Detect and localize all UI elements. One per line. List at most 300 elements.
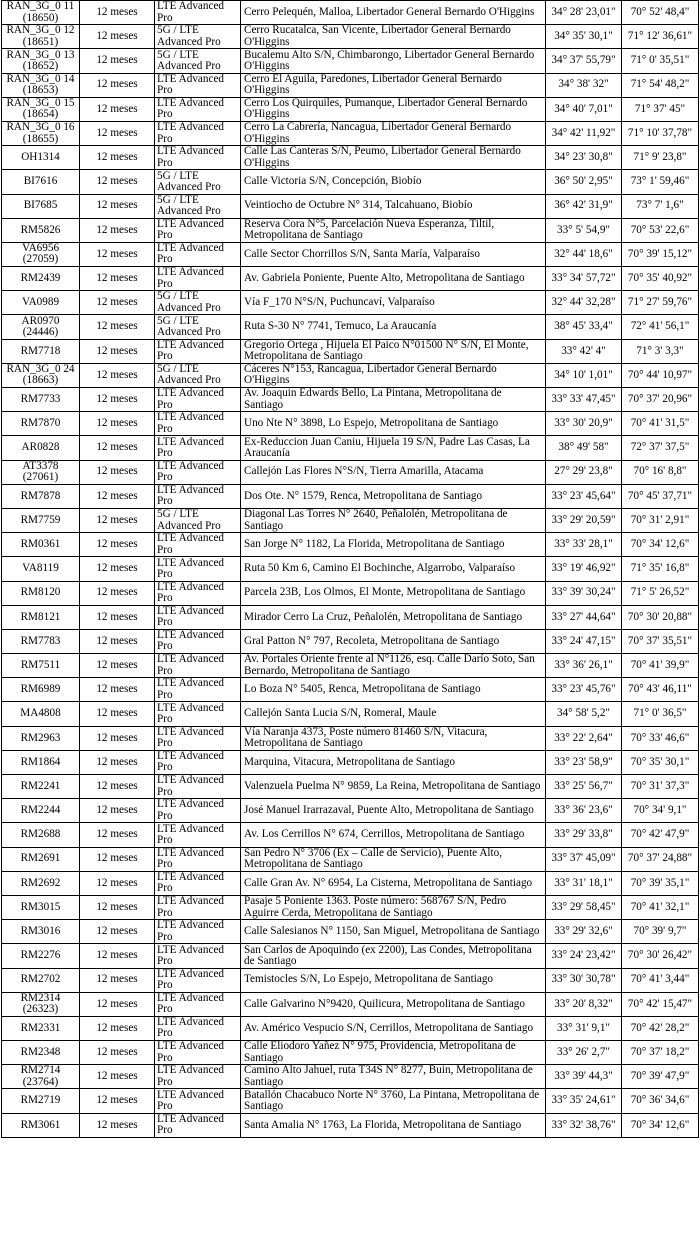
duration-cell: 12 meses	[80, 654, 155, 678]
address-cell: San Jorge N° 1182, La Florida, Metropolitana de Santiago	[241, 533, 546, 557]
table-row	[2, 605, 699, 629]
table-row	[2, 97, 699, 121]
site-id-cell: RM3061	[2, 1113, 80, 1137]
latitude-cell: 33° 30' 20,9"	[546, 412, 622, 436]
table-row	[2, 847, 699, 871]
site-id-cell: RM2314 (26323)	[2, 992, 80, 1016]
technology-cell: LTE Advanced Pro	[155, 121, 241, 145]
table-row	[2, 315, 699, 339]
duration-cell: 12 meses	[80, 968, 155, 992]
technology-cell: LTE Advanced Pro	[155, 1113, 241, 1137]
address-cell: Ruta S-30 N° 7741, Temuco, La Araucanía	[241, 315, 546, 339]
technology-cell: LTE Advanced Pro	[155, 920, 241, 944]
table-row	[2, 291, 699, 315]
table-row	[2, 702, 699, 726]
duration-cell: 12 meses	[80, 629, 155, 653]
table-row	[2, 533, 699, 557]
site-id-cell: RM2719	[2, 1089, 80, 1113]
technology-cell: LTE Advanced Pro	[155, 847, 241, 871]
address-cell: Camino Alto Jahuel, ruta T34S N° 8277, Buin, Metropolitana de Santiago	[241, 1065, 546, 1089]
address-cell: Cerro Los Quirquiles, Pumanque, Libertador General Bernardo O'Higgins	[241, 97, 546, 121]
site-id-cell: MA4808	[2, 702, 80, 726]
site-id-cell: RM0361	[2, 533, 80, 557]
duration-cell: 12 meses	[80, 1089, 155, 1113]
table-row	[2, 412, 699, 436]
address-cell: Dos Ote. N° 1579, Renca, Metropolitana de Santiago	[241, 484, 546, 508]
address-cell: Av. Joaquin Edwards Bello, La Pintana, Metropolitana de Santiago	[241, 388, 546, 412]
longitude-cell: 70° 37' 20,96"	[622, 388, 699, 412]
longitude-cell: 73° 7' 1,6"	[622, 194, 699, 218]
latitude-cell: 34° 23' 30,8"	[546, 146, 622, 170]
longitude-cell: 70° 44' 10,97"	[622, 363, 699, 387]
address-cell: Cerro Pelequén, Malloa, Libertador General Bernardo O'Higgins	[241, 1, 546, 25]
latitude-cell: 38° 45' 33,4"	[546, 315, 622, 339]
longitude-cell: 70° 34' 9,1"	[622, 799, 699, 823]
site-id-cell: RM8121	[2, 605, 80, 629]
latitude-cell: 36° 42' 31,9"	[546, 194, 622, 218]
technology-cell: 5G / LTE Advanced Pro	[155, 363, 241, 387]
duration-cell: 12 meses	[80, 605, 155, 629]
site-id-cell: RAN_3G_0 14 (18653)	[2, 73, 80, 97]
longitude-cell: 70° 31' 37,3"	[622, 775, 699, 799]
latitude-cell: 33° 39' 44,3"	[546, 1065, 622, 1089]
site-id-cell: RM2244	[2, 799, 80, 823]
table-row	[2, 25, 699, 49]
duration-cell: 12 meses	[80, 992, 155, 1016]
site-id-cell: RM7870	[2, 412, 80, 436]
technology-cell: 5G / LTE Advanced Pro	[155, 49, 241, 73]
longitude-cell: 70° 35' 40,92"	[622, 267, 699, 291]
address-cell: Av. Los Cerrillos N° 674, Cerrillos, Metropolitana de Santiago	[241, 823, 546, 847]
longitude-cell: 71° 9' 23,8"	[622, 146, 699, 170]
table-row	[2, 267, 699, 291]
site-id-cell: RM7733	[2, 388, 80, 412]
site-id-cell: RM3016	[2, 920, 80, 944]
address-cell: Calle Victoria S/N, Concepción, Biobío	[241, 170, 546, 194]
technology-cell: LTE Advanced Pro	[155, 218, 241, 242]
technology-cell: LTE Advanced Pro	[155, 73, 241, 97]
technology-cell: 5G / LTE Advanced Pro	[155, 315, 241, 339]
latitude-cell: 34° 35' 30,1"	[546, 25, 622, 49]
site-id-cell: RM2963	[2, 726, 80, 750]
address-cell: Av. Gabriela Poniente, Puente Alto, Metropolitana de Santiago	[241, 267, 546, 291]
address-cell: Reserva Cora N°5, Parcelación Nueva Esperanza, Tiltil, Metropolitana de Santiago	[241, 218, 546, 242]
latitude-cell: 34° 40' 7,01"	[546, 97, 622, 121]
table-row	[2, 654, 699, 678]
address-cell: Gregorio Ortega , Hijuela El Paico N°01500 N° S/N, El Monte, Metropolitana de Santiago	[241, 339, 546, 363]
latitude-cell: 33° 29' 32,6"	[546, 920, 622, 944]
site-id-cell: RM2691	[2, 847, 80, 871]
duration-cell: 12 meses	[80, 97, 155, 121]
address-cell: Vía Naranja 4373, Poste número 81460 S/N, Vitacura, Metropolitana de Santiago	[241, 726, 546, 750]
longitude-cell: 71° 12' 36,61"	[622, 25, 699, 49]
longitude-cell: 70° 39' 35,1"	[622, 871, 699, 895]
duration-cell: 12 meses	[80, 388, 155, 412]
site-id-cell: BI7685	[2, 194, 80, 218]
table-row	[2, 146, 699, 170]
site-id-cell: RAN_3G_0 24 (18663)	[2, 363, 80, 387]
duration-cell: 12 meses	[80, 146, 155, 170]
site-id-cell: VA6956 (27059)	[2, 242, 80, 266]
technology-cell: LTE Advanced Pro	[155, 702, 241, 726]
site-id-cell: AT3378 (27061)	[2, 460, 80, 484]
latitude-cell: 34° 42' 11,92"	[546, 121, 622, 145]
address-cell: Callejón Las Flores N°S/N, Tierra Amarilla, Atacama	[241, 460, 546, 484]
duration-cell: 12 meses	[80, 194, 155, 218]
duration-cell: 12 meses	[80, 73, 155, 97]
longitude-cell: 70° 41' 39,9"	[622, 654, 699, 678]
longitude-cell: 71° 3' 3,3"	[622, 339, 699, 363]
technology-cell: LTE Advanced Pro	[155, 533, 241, 557]
latitude-cell: 34° 38' 32"	[546, 73, 622, 97]
latitude-cell: 33° 5' 54,9"	[546, 218, 622, 242]
table-row	[2, 968, 699, 992]
duration-cell: 12 meses	[80, 775, 155, 799]
longitude-cell: 70° 36' 34,6"	[622, 1089, 699, 1113]
latitude-cell: 38° 49' 58"	[546, 436, 622, 460]
site-id-cell: BI7616	[2, 170, 80, 194]
longitude-cell: 70° 39' 9,7"	[622, 920, 699, 944]
latitude-cell: 33° 24' 47,15"	[546, 629, 622, 653]
longitude-cell: 70° 39' 47,9"	[622, 1065, 699, 1089]
table-row	[2, 339, 699, 363]
duration-cell: 12 meses	[80, 895, 155, 919]
site-id-cell: RAN_3G_0 12 (18651)	[2, 25, 80, 49]
longitude-cell: 71° 0' 35,51"	[622, 49, 699, 73]
longitude-cell: 70° 42' 28,2"	[622, 1016, 699, 1040]
latitude-cell: 34° 10' 1,01"	[546, 363, 622, 387]
site-id-cell: RM2439	[2, 267, 80, 291]
technology-cell: 5G / LTE Advanced Pro	[155, 170, 241, 194]
latitude-cell: 33° 25' 56,7"	[546, 775, 622, 799]
address-cell: Veintiocho de Octubre N° 314, Talcahuano, Biobío	[241, 194, 546, 218]
latitude-cell: 32° 44' 32,28"	[546, 291, 622, 315]
address-cell: Calle Sector Chorrillos S/N, Santa María, Valparaíso	[241, 242, 546, 266]
latitude-cell: 33° 22' 2,64"	[546, 726, 622, 750]
site-id-cell: RM2692	[2, 871, 80, 895]
table-row	[2, 170, 699, 194]
duration-cell: 12 meses	[80, 291, 155, 315]
longitude-cell: 70° 35' 30,1"	[622, 750, 699, 774]
longitude-cell: 70° 37' 35,51"	[622, 629, 699, 653]
table-row	[2, 508, 699, 532]
address-cell: Calle Gran Av. N° 6954, La Cisterna, Metropolitana de Santiago	[241, 871, 546, 895]
technology-cell: LTE Advanced Pro	[155, 267, 241, 291]
site-id-cell: RM2276	[2, 944, 80, 968]
address-cell: Calle Eliodoro Yañez N° 975, Providencia, Metropolitana de Santiago	[241, 1041, 546, 1065]
technology-cell: 5G / LTE Advanced Pro	[155, 194, 241, 218]
duration-cell: 12 meses	[80, 750, 155, 774]
duration-cell: 12 meses	[80, 823, 155, 847]
duration-cell: 12 meses	[80, 508, 155, 532]
longitude-cell: 70° 31' 2,91"	[622, 508, 699, 532]
technology-cell: LTE Advanced Pro	[155, 242, 241, 266]
address-cell: Uno Nte N° 3898, Lo Espejo, Metropolitana de Santiago	[241, 412, 546, 436]
table-row	[2, 388, 699, 412]
latitude-cell: 33° 20' 8,32"	[546, 992, 622, 1016]
table-row	[2, 1016, 699, 1040]
table-row	[2, 750, 699, 774]
technology-cell: LTE Advanced Pro	[155, 1041, 241, 1065]
technology-cell: LTE Advanced Pro	[155, 992, 241, 1016]
site-id-cell: VA0989	[2, 291, 80, 315]
longitude-cell: 71° 10' 37,78"	[622, 121, 699, 145]
latitude-cell: 33° 36' 26,1"	[546, 654, 622, 678]
technology-cell: LTE Advanced Pro	[155, 678, 241, 702]
site-id-cell: OH1314	[2, 146, 80, 170]
duration-cell: 12 meses	[80, 460, 155, 484]
table-row	[2, 557, 699, 581]
address-cell: Calle Las Canteras S/N, Peumo, Libertador General Bernardo O'Higgins	[241, 146, 546, 170]
latitude-cell: 33° 19' 46,92"	[546, 557, 622, 581]
address-cell: Vía F_170 N°S/N, Puchuncaví, Valparaíso	[241, 291, 546, 315]
technology-cell: LTE Advanced Pro	[155, 605, 241, 629]
table-row	[2, 363, 699, 387]
duration-cell: 12 meses	[80, 49, 155, 73]
technology-cell: LTE Advanced Pro	[155, 823, 241, 847]
site-id-cell: RM1864	[2, 750, 80, 774]
address-cell: San Carlos de Apoquindo (ex 2200), Las Condes, Metropolitana de Santiago	[241, 944, 546, 968]
longitude-cell: 71° 35' 16,8"	[622, 557, 699, 581]
longitude-cell: 70° 41' 32,1"	[622, 895, 699, 919]
table-row	[2, 1113, 699, 1137]
duration-cell: 12 meses	[80, 1, 155, 25]
duration-cell: 12 meses	[80, 678, 155, 702]
table-row	[2, 678, 699, 702]
technology-cell: 5G / LTE Advanced Pro	[155, 291, 241, 315]
duration-cell: 12 meses	[80, 799, 155, 823]
duration-cell: 12 meses	[80, 242, 155, 266]
duration-cell: 12 meses	[80, 339, 155, 363]
technology-cell: LTE Advanced Pro	[155, 654, 241, 678]
latitude-cell: 33° 35' 24,61"	[546, 1089, 622, 1113]
duration-cell: 12 meses	[80, 315, 155, 339]
site-id-cell: RM6989	[2, 678, 80, 702]
site-id-cell: RAN_3G_0 13 (18652)	[2, 49, 80, 73]
technology-cell: LTE Advanced Pro	[155, 629, 241, 653]
longitude-cell: 73° 1' 59,46"	[622, 170, 699, 194]
technology-cell: LTE Advanced Pro	[155, 412, 241, 436]
duration-cell: 12 meses	[80, 1065, 155, 1089]
latitude-cell: 36° 50' 2,95"	[546, 170, 622, 194]
site-id-cell: RM3015	[2, 895, 80, 919]
duration-cell: 12 meses	[80, 1113, 155, 1137]
site-id-cell: RM8120	[2, 581, 80, 605]
site-id-cell: RM2714 (23764)	[2, 1065, 80, 1089]
table-row	[2, 920, 699, 944]
latitude-cell: 33° 34' 57,72"	[546, 267, 622, 291]
longitude-cell: 72° 37' 37,5"	[622, 436, 699, 460]
latitude-cell: 33° 23' 58,9"	[546, 750, 622, 774]
address-cell: Cerro Rucatalca, San Vicente, Libertador General Bernardo O'Higgins	[241, 25, 546, 49]
address-cell: San Pedro N° 3706 (Ex – Calle de Servicio), Puente Alto, Metropolitana de Santiago	[241, 847, 546, 871]
longitude-cell: 70° 41' 31,5"	[622, 412, 699, 436]
sites-table	[1, 0, 699, 1138]
longitude-cell: 70° 42' 15,47"	[622, 992, 699, 1016]
duration-cell: 12 meses	[80, 484, 155, 508]
latitude-cell: 33° 33' 47,45"	[546, 388, 622, 412]
duration-cell: 12 meses	[80, 218, 155, 242]
table-row	[2, 944, 699, 968]
address-cell: Santa Amalia N° 1763, La Florida, Metropolitana de Santiago	[241, 1113, 546, 1137]
technology-cell: LTE Advanced Pro	[155, 484, 241, 508]
latitude-cell: 33° 32' 38,76"	[546, 1113, 622, 1137]
site-id-cell: RM2331	[2, 1016, 80, 1040]
address-cell: Diagonal Las Torres N° 2640, Peñalolén, Metropolitana de Santiago	[241, 508, 546, 532]
latitude-cell: 33° 31' 9,1"	[546, 1016, 622, 1040]
latitude-cell: 33° 23' 45,64"	[546, 484, 622, 508]
table-row	[2, 992, 699, 1016]
address-cell: Av. Américo Vespucio S/N, Cerrillos, Metropolitana de Santiago	[241, 1016, 546, 1040]
address-cell: Av. Portales Oriente frente al N°1126, esq. Calle Darío Soto, San Bernardo, Metropolitana de Santiago	[241, 654, 546, 678]
address-cell: Calle Salesianos N° 1150, San Miguel, Metropolitana de Santiago	[241, 920, 546, 944]
technology-cell: LTE Advanced Pro	[155, 557, 241, 581]
technology-cell: LTE Advanced Pro	[155, 1089, 241, 1113]
address-cell: Parcela 23B, Los Olmos, El Monte, Metropolitana de Santiago	[241, 581, 546, 605]
latitude-cell: 33° 29' 58,45"	[546, 895, 622, 919]
duration-cell: 12 meses	[80, 533, 155, 557]
longitude-cell: 71° 37' 45"	[622, 97, 699, 121]
table-row	[2, 49, 699, 73]
technology-cell: LTE Advanced Pro	[155, 726, 241, 750]
table-row	[2, 895, 699, 919]
longitude-cell: 71° 27' 59,76"	[622, 291, 699, 315]
site-id-cell: RM7718	[2, 339, 80, 363]
duration-cell: 12 meses	[80, 557, 155, 581]
table-row	[2, 775, 699, 799]
duration-cell: 12 meses	[80, 920, 155, 944]
longitude-cell: 70° 37' 24,88"	[622, 847, 699, 871]
site-id-cell: RM7878	[2, 484, 80, 508]
address-cell: Calle Galvarino N°9420, Quilicura, Metropolitana de Santiago	[241, 992, 546, 1016]
site-id-cell: AR0970 (24446)	[2, 315, 80, 339]
technology-cell: LTE Advanced Pro	[155, 895, 241, 919]
longitude-cell: 71° 5' 26,52"	[622, 581, 699, 605]
sites-table-body	[2, 1, 699, 1138]
table-row	[2, 436, 699, 460]
duration-cell: 12 meses	[80, 847, 155, 871]
table-row	[2, 484, 699, 508]
duration-cell: 12 meses	[80, 267, 155, 291]
site-id-cell: RAN_3G_0 16 (18655)	[2, 121, 80, 145]
duration-cell: 12 meses	[80, 25, 155, 49]
address-cell: Marquina, Vitacura, Metropolitana de Santiago	[241, 750, 546, 774]
latitude-cell: 33° 29' 33,8"	[546, 823, 622, 847]
table-row	[2, 121, 699, 145]
latitude-cell: 33° 23' 45,76"	[546, 678, 622, 702]
site-id-cell: RM5826	[2, 218, 80, 242]
address-cell: Gral Patton N° 797, Recoleta, Metropolitana de Santiago	[241, 629, 546, 653]
table-row	[2, 726, 699, 750]
address-cell: Pasaje 5 Poniente 1363. Poste número: 568767 S/N, Pedro Aguirre Cerda, Metropolitana de Santiago	[241, 895, 546, 919]
latitude-cell: 32° 44' 18,6"	[546, 242, 622, 266]
latitude-cell: 33° 36' 23,6"	[546, 799, 622, 823]
technology-cell: LTE Advanced Pro	[155, 1, 241, 25]
technology-cell: LTE Advanced Pro	[155, 97, 241, 121]
longitude-cell: 70° 39' 15,12"	[622, 242, 699, 266]
latitude-cell: 33° 37' 45,09"	[546, 847, 622, 871]
site-id-cell: RM7783	[2, 629, 80, 653]
longitude-cell: 70° 34' 12,6"	[622, 1113, 699, 1137]
longitude-cell: 70° 42' 47,9"	[622, 823, 699, 847]
site-id-cell: RAN_3G_0 15 (18654)	[2, 97, 80, 121]
table-row	[2, 1065, 699, 1089]
longitude-cell: 70° 52' 48,4"	[622, 1, 699, 25]
address-cell: Cerro El Aguila, Paredones, Libertador General Bernardo O'Higgins	[241, 73, 546, 97]
longitude-cell: 70° 37' 18,2"	[622, 1041, 699, 1065]
duration-cell: 12 meses	[80, 702, 155, 726]
site-id-cell: RM2241	[2, 775, 80, 799]
table-row	[2, 799, 699, 823]
address-cell: Batallón Chacabuco Norte N° 3760, La Pintana, Metropolitana de Santiago	[241, 1089, 546, 1113]
address-cell: Temistocles S/N, Lo Espejo, Metropolitana de Santiago	[241, 968, 546, 992]
duration-cell: 12 meses	[80, 121, 155, 145]
site-id-cell: AR0828	[2, 436, 80, 460]
latitude-cell: 27° 29' 23,8"	[546, 460, 622, 484]
technology-cell: LTE Advanced Pro	[155, 146, 241, 170]
longitude-cell: 70° 16' 8,8"	[622, 460, 699, 484]
table-row	[2, 1041, 699, 1065]
table-row	[2, 1, 699, 25]
technology-cell: LTE Advanced Pro	[155, 799, 241, 823]
technology-cell: LTE Advanced Pro	[155, 388, 241, 412]
technology-cell: LTE Advanced Pro	[155, 339, 241, 363]
duration-cell: 12 meses	[80, 1041, 155, 1065]
technology-cell: LTE Advanced Pro	[155, 1016, 241, 1040]
duration-cell: 12 meses	[80, 871, 155, 895]
technology-cell: LTE Advanced Pro	[155, 436, 241, 460]
address-cell: Ex-Reduccion Juan Caniu, Hijuela 19 S/N, Padre Las Casas, La Araucanía	[241, 436, 546, 460]
address-cell: José Manuel Irarrazaval, Puente Alto, Metropolitana de Santiago	[241, 799, 546, 823]
longitude-cell: 71° 54' 48,2"	[622, 73, 699, 97]
latitude-cell: 33° 42' 4"	[546, 339, 622, 363]
longitude-cell: 70° 33' 46,6"	[622, 726, 699, 750]
table-row	[2, 194, 699, 218]
technology-cell: LTE Advanced Pro	[155, 968, 241, 992]
duration-cell: 12 meses	[80, 944, 155, 968]
table-row	[2, 871, 699, 895]
technology-cell: LTE Advanced Pro	[155, 460, 241, 484]
latitude-cell: 33° 30' 30,78"	[546, 968, 622, 992]
address-cell: Cerro La Cabrería, Nancagua, Libertador General Bernardo O'Higgins	[241, 121, 546, 145]
table-row	[2, 581, 699, 605]
address-cell: Ruta 50 Km 6, Camino El Bochinche, Algarrobo, Valparaíso	[241, 557, 546, 581]
latitude-cell: 34° 58' 5,2"	[546, 702, 622, 726]
latitude-cell: 34° 28' 23,01"	[546, 1, 622, 25]
site-id-cell: RM2688	[2, 823, 80, 847]
technology-cell: LTE Advanced Pro	[155, 944, 241, 968]
table-row	[2, 1089, 699, 1113]
site-id-cell: RM2702	[2, 968, 80, 992]
longitude-cell: 70° 34' 12,6"	[622, 533, 699, 557]
latitude-cell: 33° 24' 23,42"	[546, 944, 622, 968]
technology-cell: LTE Advanced Pro	[155, 775, 241, 799]
longitude-cell: 70° 45' 37,71"	[622, 484, 699, 508]
table-row	[2, 629, 699, 653]
latitude-cell: 33° 26' 2,7"	[546, 1041, 622, 1065]
duration-cell: 12 meses	[80, 726, 155, 750]
address-cell: Mirador Cerro La Cruz, Peñalolén, Metropolitana de Santiago	[241, 605, 546, 629]
longitude-cell: 72° 41' 56,1"	[622, 315, 699, 339]
technology-cell: LTE Advanced Pro	[155, 581, 241, 605]
technology-cell: 5G / LTE Advanced Pro	[155, 25, 241, 49]
duration-cell: 12 meses	[80, 412, 155, 436]
technology-cell: LTE Advanced Pro	[155, 871, 241, 895]
site-id-cell: RM2348	[2, 1041, 80, 1065]
address-cell: Cáceres N°153, Rancagua, Libertador General Bernardo O'Higgins	[241, 363, 546, 387]
table-row	[2, 73, 699, 97]
site-id-cell: RAN_3G_0 11 (18650)	[2, 1, 80, 25]
